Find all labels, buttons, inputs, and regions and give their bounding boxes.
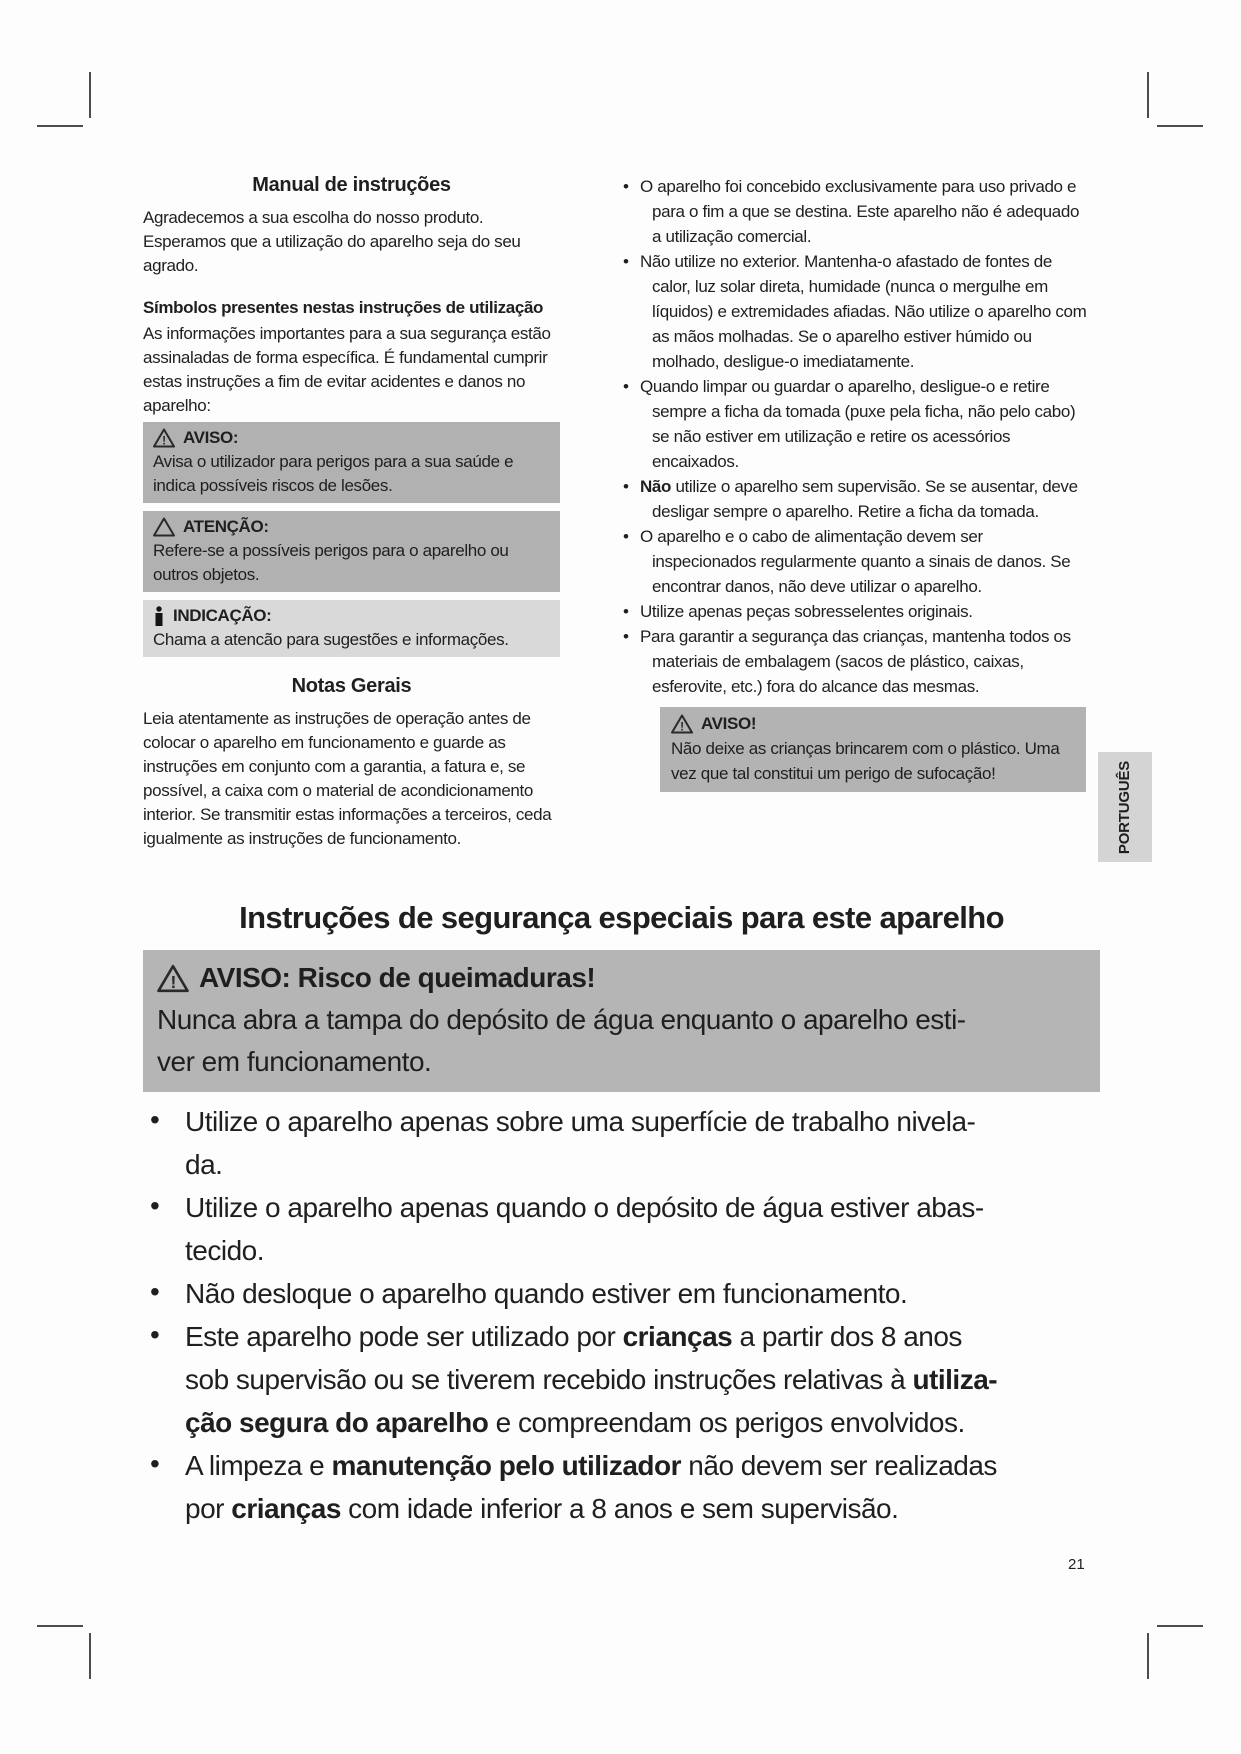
- list-item: • O aparelho foi concebido exclusivamente para uso privado e para o fim a que se destina. Este aparelho não é adequado a utilização comercial.: [618, 174, 1088, 249]
- list-item: • Utilize apenas peças sobresselentes originais.: [618, 599, 1088, 624]
- list-item: • Utilize o aparelho apenas quando o depósito de água estiver abas- tecido.: [143, 1186, 1100, 1272]
- symbols-heading: Símbolos presentes nestas instruções de utilização: [143, 298, 544, 317]
- list-item: • Não utilize o aparelho sem supervisão. Se se ausentar, deve desligar sempre o aparelho. Retire a ficha da tomada.: [618, 474, 1088, 524]
- svg-text:!: !: [162, 433, 166, 448]
- list-item: • Este aparelho pode ser utilizado por crianças a partir dos 8 anos sob supervisão ou se tiverem recebido instruções relativas à utiliza- ção segura do aparelho e compreendam os perigos envolvidos.: [143, 1315, 1100, 1444]
- bullet-glyph: •: [623, 477, 629, 496]
- list-item: • Para garantir a segurança das crianças, mantenha todos os materiais de embalagem (sacos de plástico, caixas, esferovite, etc.) fora do alcance das mesmas.: [618, 624, 1088, 699]
- bullet-glyph: •: [150, 1448, 160, 1479]
- crop-mark-top-left-vertical: [89, 72, 91, 118]
- crop-mark-bottom-left-horizontal: [37, 1625, 83, 1627]
- crop-mark-bottom-left-vertical: [89, 1633, 91, 1679]
- crop-mark-top-right-vertical: [1147, 72, 1149, 118]
- special-safety-title: Instruções de segurança especiais para este aparelho: [239, 900, 1004, 935]
- page-number: 21: [1068, 1556, 1085, 1573]
- bullet-glyph: •: [623, 527, 629, 546]
- list-item: • A limpeza e manutenção pelo utilizador não devem ser realizadas por crianças com idade inferior a 8 anos e sem supervisão.: [143, 1444, 1100, 1530]
- crop-mark-top-right-horizontal: [1157, 125, 1203, 127]
- svg-text:!: !: [170, 971, 176, 992]
- list-item: • Utilize o aparelho apenas sobre uma superfície de trabalho nivela- da.: [143, 1100, 1100, 1186]
- crop-mark-bottom-right-horizontal: [1157, 1625, 1203, 1627]
- manual-title: Manual de instruções: [252, 174, 451, 196]
- right-column: [618, 174, 1088, 792]
- atencao-box-title: ATENÇÃO:: [183, 517, 269, 536]
- general-notes-title: Notas Gerais: [291, 675, 412, 697]
- burn-warning-title: AVISO: Risco de queimaduras!: [199, 962, 596, 993]
- bullet-glyph: •: [150, 1104, 160, 1135]
- aviso-box-title: AVISO:: [183, 428, 239, 447]
- list-item: • O aparelho e o cabo de alimentação devem ser inspecionados regularmente quanto a sinais de danos. Se encontrar danos, não deve utilizar o aparelho.: [618, 524, 1088, 599]
- crop-mark-bottom-right-vertical: [1147, 1633, 1149, 1679]
- bullet-glyph: •: [623, 602, 629, 621]
- bullet-glyph: •: [623, 377, 629, 396]
- bullet-glyph: •: [623, 177, 629, 196]
- safety-bullet-list: [618, 174, 1088, 699]
- children-aviso-box: [660, 707, 1086, 792]
- aviso-box-title-row: [153, 426, 550, 450]
- bullet-glyph: •: [623, 627, 629, 646]
- children-aviso-text: Não deixe as crianças brincarem com o plástico. Uma vez que tal constitui um perigo de sufocação!: [671, 739, 1060, 783]
- atencao-box: [143, 511, 560, 592]
- bullet-glyph: •: [150, 1190, 160, 1221]
- special-safety-bullet-list: [143, 1100, 1100, 1530]
- crop-mark-top-left-horizontal: [37, 125, 83, 127]
- atencao-box-title-row: [153, 515, 550, 539]
- burn-warning-box: [143, 950, 1100, 1092]
- list-item: • Quando limpar ou guardar o aparelho, desligue-o e retire sempre a ficha da tomada (puxe pela ficha, não pelo cabo) se não estiver em utilização e retire os acessórios encaixados.: [618, 374, 1088, 474]
- burn-warning-text: Nunca abra a tampa do depósito de água enquanto o aparelho esti- ver em funcionamento.: [157, 1004, 966, 1077]
- indicacao-box-title-row: [153, 604, 550, 628]
- bullet-glyph: •: [623, 252, 629, 271]
- intro-paragraph: Agradecemos a sua escolha do nosso produto. Esperamos que a utilização do aparelho seja do seu agrado.: [143, 208, 521, 275]
- children-aviso-title: AVISO!: [701, 714, 757, 733]
- aviso-box-text: Avisa o utilizador para perigos para a sua saúde e indica possíveis riscos de lesões.: [153, 452, 514, 495]
- warning-triangle-icon: [157, 964, 189, 993]
- left-column: [143, 172, 560, 851]
- list-item: • Não utilize no exterior. Mantenha-o afastado de fontes de calor, luz solar direta, humidade (nunca o mergulhe em líquidos) e extremidades afiadas. Não utilize o aparelho com as mãos molhadas. Se o aparelho estiver húmido ou molhado, desligue-o imediatamente.: [618, 249, 1088, 374]
- symbols-paragraph: As informações importantes para a sua segurança estão assinaladas de forma específica. É fundamental cumprir estas instruções a fim de evitar acidentes e danos no aparelho:: [143, 324, 551, 415]
- warning-triangle-icon: [671, 714, 693, 734]
- bullet-glyph: •: [150, 1319, 160, 1350]
- indicacao-box: [143, 600, 560, 657]
- info-icon: [153, 606, 165, 627]
- indicacao-box-text: Chama a atencão para sugestões e informações.: [153, 630, 509, 649]
- aviso-box: [143, 422, 560, 503]
- warning-triangle-icon: [153, 428, 175, 448]
- general-notes-paragraph: Leia atentamente as instruções de operação antes de colocar o aparelho em funcionamento e guarde as instruções em conjunto com a garantia, a fatura e, se possível, a caixa com o material de acondicionamento interior. Se transmitir estas informações a terceiros, ceda igualmente as instruções de funcionamento.: [143, 709, 552, 848]
- bullet-glyph: •: [150, 1276, 160, 1307]
- svg-text:!: !: [680, 719, 684, 733]
- burn-warning-title-row: [157, 957, 1086, 999]
- list-item: • Não desloque o aparelho quando estiver em funcionamento.: [143, 1272, 1100, 1315]
- atencao-box-text: Refere-se a possíveis perigos para o aparelho ou outros objetos.: [153, 541, 509, 584]
- special-safety-section: [143, 898, 1100, 1530]
- caution-triangle-icon: [153, 517, 175, 537]
- language-tab-label: PORTUGUÊS: [1116, 760, 1134, 854]
- children-aviso-title-row: [671, 711, 1075, 736]
- language-tab: [1098, 752, 1152, 862]
- indicacao-box-title: INDICAÇÃO:: [173, 606, 272, 625]
